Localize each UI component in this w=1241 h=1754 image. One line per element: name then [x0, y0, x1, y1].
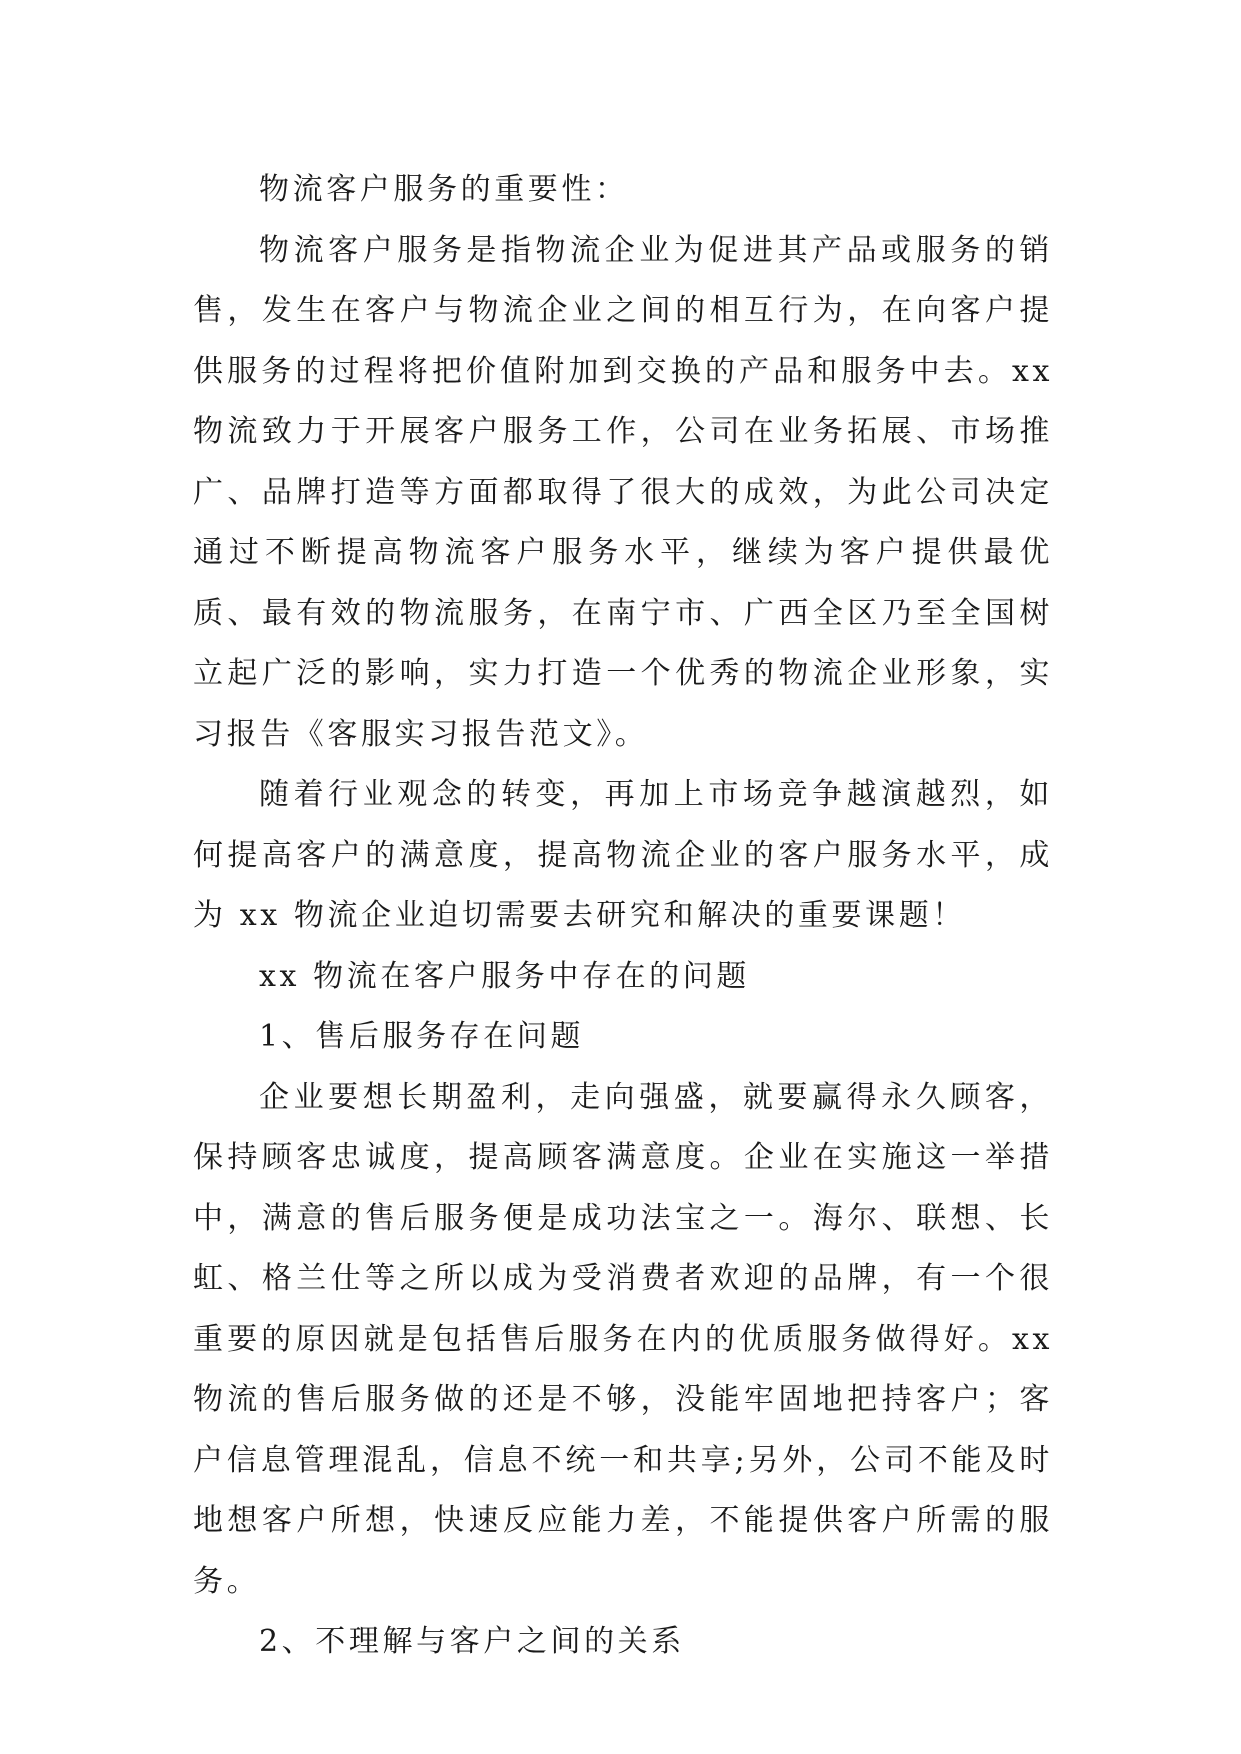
document-body: [193, 160, 1053, 1673]
subheading-customer-relations: 2、不理解与客户之间的关系: [259, 1624, 685, 1659]
paragraph-definition: 物流客户服务是指物流企业为促进其产品或服务的销售，发生在客户与物流企业之间的相互行为，在向客户提供服务的过程将把价值附加到交换的产品和服务中去。xx 物流致力于开展客户服务工作，公司在业务拓展、市场推广、品牌打造等方面都取得了很大的成效，为此公司决定通过不断提高物流客户服务水平，继续为客户提供最优质、最有效的物流服务，在南宁市、广西全区乃至全国树立起广泛的影响，实力打造一个优秀的物流企业形象，实习报告《客服实习报告范文》。: [193, 232, 1053, 752]
paragraph-after-sales: 企业要想长期盈利，走向强盛，就要赢得永久顾客，保持顾客忠诚度，提高顾客满意度。企业在实施这一举措中，满意的售后服务便是成功法宝之一。海尔、联想、长虹、格兰仕等之所以成为受消费者欢迎的品牌，有一个很重要的原因就是包括售后服务在内的优质服务做得好。xx 物流的售后服务做的还是不够，没能牢固地把持客户；客户信息管理混乱，信息不统一和共享;另外，公司不能及时地想客户所想，快速反应能力差，不能提供客户所需的服务。: [193, 1079, 1053, 1599]
paragraph-industry-change: 随着行业观念的转变，再加上市场竞争越演越烈，如何提高客户的满意度，提高物流企业的客户服务水平，成为 xx 物流企业迫切需要去研究和解决的重要课题！: [193, 777, 1053, 933]
subheading-after-sales: 1、售后服务存在问题: [259, 1019, 585, 1054]
section-heading-problems: xx 物流在客户服务中存在的问题: [259, 958, 750, 994]
section-heading-importance: 物流客户服务的重要性：: [259, 172, 629, 207]
